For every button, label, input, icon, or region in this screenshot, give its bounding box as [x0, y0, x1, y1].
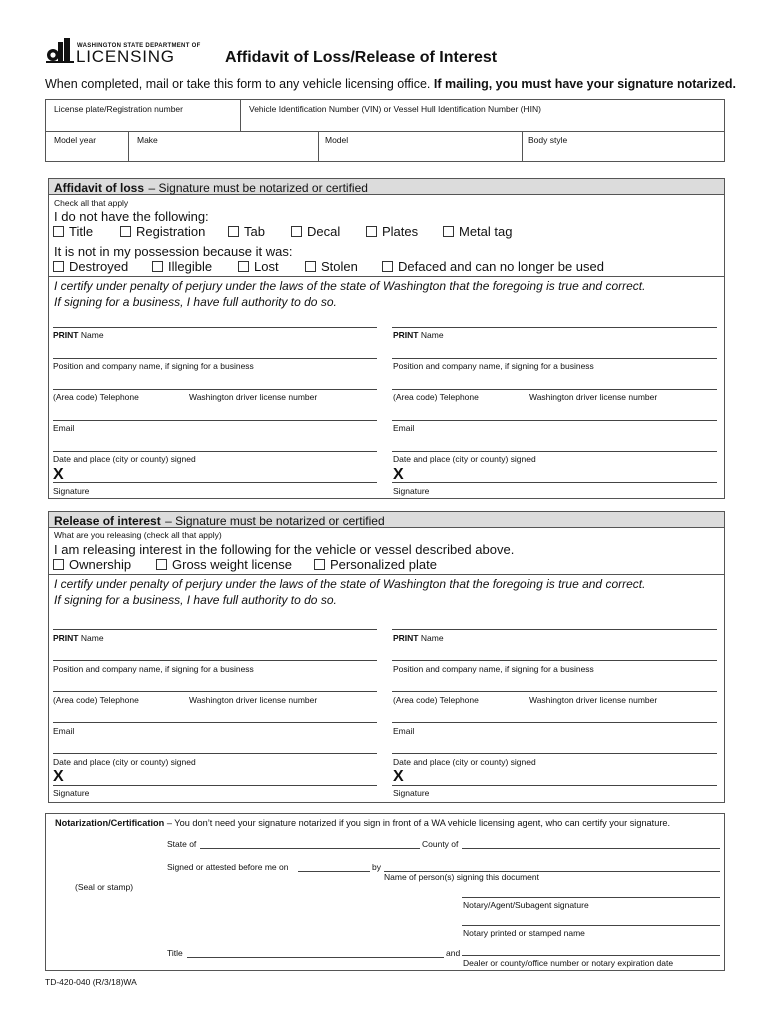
notary-dealer-field[interactable]	[462, 955, 720, 956]
checkbox-box[interactable]	[53, 559, 64, 570]
loss-email-left[interactable]: Email	[53, 423, 75, 433]
release-phone-right[interactable]: (Area code) Telephone	[393, 695, 479, 705]
checkbox-label: Destroyed	[69, 259, 129, 274]
checkbox-label: Plates	[382, 224, 419, 239]
release-date-right[interactable]: Date and place (city or county) signed	[393, 757, 536, 767]
release-email-right[interactable]: Email	[393, 726, 415, 736]
body-style-field[interactable]: Body style	[528, 135, 568, 145]
checkbox-gross-weight[interactable]	[156, 557, 292, 572]
checkbox-box[interactable]	[238, 261, 249, 272]
release-date-left[interactable]: Date and place (city or county) signed	[53, 757, 196, 767]
release-signature-right[interactable]: Signature	[393, 788, 430, 798]
intro-plain: When completed, mail or take this form to any vehicle licensing office.	[45, 77, 431, 91]
checkbox-box[interactable]	[228, 226, 239, 237]
checkbox-box[interactable]	[291, 226, 302, 237]
release-phone-left[interactable]: (Area code) Telephone	[53, 695, 139, 705]
checkbox-label: Defaced and can no longer be used	[398, 259, 604, 274]
agency-logo	[46, 38, 74, 64]
release-license-left[interactable]: Washington driver license number	[189, 695, 318, 705]
checkbox-box[interactable]	[53, 226, 64, 237]
release-position-right[interactable]: Position and company name, if signing for a business	[393, 664, 594, 674]
notary-state-label: State of	[167, 839, 197, 849]
loss-email-right[interactable]: Email	[393, 423, 415, 433]
checkbox-label: Lost	[254, 259, 279, 274]
release-print-name-left[interactable]: PRINT Name	[53, 633, 104, 643]
checkbox-label: Stolen	[321, 259, 358, 274]
notarization-heading: Notarization/Certification – You don’t need your signature notarized if you sign in front of a WA vehicle licensing agent, who can certify your signature.	[55, 818, 671, 828]
checkbox-registration[interactable]	[120, 224, 205, 239]
loss-donothave: I do not have the following:	[54, 209, 209, 224]
notary-name-caption: Notary printed or stamped name	[463, 928, 585, 938]
checkbox-label: Ownership	[69, 557, 132, 572]
notary-title-label: Title	[167, 948, 183, 958]
checkbox-destroyed[interactable]	[53, 259, 128, 274]
checkbox-box[interactable]	[120, 226, 131, 237]
loss-certify-1: I certify under penalty of perjury under the laws of the state of Washington that the foregoing is true and correct.	[54, 279, 646, 293]
checkbox-label: Title	[69, 224, 94, 239]
loss-signature-left[interactable]: Signature	[53, 486, 90, 496]
form-number: TD-420-040 (R/3/18)WA	[45, 977, 137, 987]
intro-text	[45, 77, 736, 92]
checkbox-box[interactable]	[443, 226, 454, 237]
release-signature-left[interactable]: Signature	[53, 788, 90, 798]
loss-print-name-right[interactable]: PRINT Name	[393, 330, 444, 340]
notary-seal-label: (Seal or stamp)	[75, 882, 134, 892]
notary-county-field[interactable]	[462, 848, 720, 849]
checkbox-tab[interactable]	[228, 224, 265, 239]
checkbox-stolen[interactable]	[305, 259, 358, 274]
vin-field[interactable]: Vehicle Identification Number (VIN) or Vessel Hull Identification Number (HIN)	[249, 104, 541, 114]
notary-title-field[interactable]	[187, 957, 444, 958]
release-position-left[interactable]: Position and company name, if signing for a business	[53, 664, 254, 674]
checkbox-box[interactable]	[156, 559, 167, 570]
checkbox-label: Tab	[244, 224, 265, 239]
loss-notpossession: It is not in my possession because it was:	[54, 244, 293, 259]
notary-signature-field[interactable]	[462, 897, 720, 898]
checkbox-box[interactable]	[314, 559, 325, 570]
checkbox-label: Registration	[136, 224, 206, 239]
release-certify-1: I certify under penalty of perjury under the laws of the state of Washington that the foregoing is true and correct.	[54, 577, 646, 591]
checkbox-label: Illegible	[168, 259, 213, 274]
release-sign-mark-left: X	[53, 768, 64, 785]
checkbox-decal[interactable]	[291, 224, 340, 239]
notary-county-label: County of	[422, 839, 459, 849]
loss-check-all: Check all that apply	[54, 198, 129, 208]
notary-name-field[interactable]	[462, 925, 720, 926]
loss-sign-mark-right: X	[393, 466, 404, 483]
checkbox-metal-tag[interactable]	[443, 224, 512, 239]
checkbox-label: Personalized plate	[330, 557, 437, 572]
release-statement: I am releasing interest in the following for the vehicle or vessel described above.	[54, 542, 515, 557]
checkbox-illegible[interactable]	[152, 259, 212, 274]
agency-line2: LICENSING	[76, 47, 175, 66]
notary-date-field[interactable]	[298, 871, 370, 872]
loss-license-right[interactable]: Washington driver license number	[529, 392, 658, 402]
affidavit-loss-title: Affidavit of loss	[54, 181, 145, 195]
checkbox-box[interactable]	[366, 226, 377, 237]
loss-certify-2: If signing for a business, I have full authority to do so.	[54, 295, 337, 309]
checkbox-label: Decal	[307, 224, 341, 239]
release-certify-2: If signing for a business, I have full authority to do so.	[54, 593, 337, 607]
release-note: – Signature must be notarized or certified	[165, 514, 385, 528]
release-sign-mark-right: X	[393, 768, 404, 785]
checkbox-box[interactable]	[53, 261, 64, 272]
checkbox-lost[interactable]	[238, 259, 279, 274]
form-title: Affidavit of Loss/Release of Interest	[225, 49, 498, 66]
release-title: Release of interest	[54, 514, 161, 528]
notarization-section	[45, 813, 725, 971]
notary-dealer-caption: Dealer or county/office number or notary expiration date	[463, 958, 674, 968]
affidavit-loss-header	[48, 178, 725, 195]
notary-by-label: by	[372, 862, 381, 872]
model-year-field[interactable]: Model year	[54, 135, 97, 145]
loss-date-left[interactable]: Date and place (city or county) signed	[53, 454, 196, 464]
loss-phone-right[interactable]: (Area code) Telephone	[393, 392, 479, 402]
checkbox-title[interactable]	[53, 224, 93, 239]
notary-signed-label: Signed or attested before me on	[167, 862, 289, 872]
loss-print-name-left[interactable]: PRINT Name	[53, 330, 104, 340]
checkbox-plates[interactable]	[366, 224, 418, 239]
release-print-name-right[interactable]: PRINT Name	[393, 633, 444, 643]
make-field[interactable]: Make	[137, 135, 158, 145]
checkbox-box[interactable]	[152, 261, 163, 272]
checkbox-box[interactable]	[382, 261, 393, 272]
loss-signature-right[interactable]: Signature	[393, 486, 430, 496]
agency-line1: WASHINGTON STATE DEPARTMENT OF	[77, 43, 201, 49]
loss-phone-left[interactable]: (Area code) Telephone	[53, 392, 139, 402]
affidavit-loss-note: – Signature must be notarized or certified	[148, 181, 368, 195]
notary-names-caption: Name of person(s) signing this document	[384, 872, 539, 882]
loss-date-right[interactable]: Date and place (city or county) signed	[393, 454, 536, 464]
release-interest-header	[48, 511, 725, 528]
release-check-all: What are you releasing (check all that apply)	[54, 530, 222, 540]
intro-bold: If mailing, you must have your signature notarized.	[433, 77, 736, 91]
checkbox-label: Metal tag	[459, 224, 513, 239]
notary-signature-caption: Notary/Agent/Subagent signature	[463, 900, 589, 910]
loss-position-right[interactable]: Position and company name, if signing for a business	[393, 361, 594, 371]
checkbox-label: Gross weight license	[172, 557, 292, 572]
loss-position-left[interactable]: Position and company name, if signing for a business	[53, 361, 254, 371]
checkbox-box[interactable]	[305, 261, 316, 272]
release-email-left[interactable]: Email	[53, 726, 75, 736]
notary-state-field[interactable]	[200, 848, 420, 849]
plate-field[interactable]: License plate/Registration number	[54, 104, 183, 114]
release-license-right[interactable]: Washington driver license number	[529, 695, 658, 705]
loss-sign-mark-left: X	[53, 466, 64, 483]
model-field[interactable]: Model	[325, 135, 349, 145]
notary-and-label: and	[446, 948, 461, 958]
checkbox-defaced[interactable]	[382, 259, 604, 274]
checkbox-ownership[interactable]	[53, 557, 131, 572]
checkbox-personalized-plate[interactable]	[314, 557, 437, 572]
loss-license-left[interactable]: Washington driver license number	[189, 392, 318, 402]
